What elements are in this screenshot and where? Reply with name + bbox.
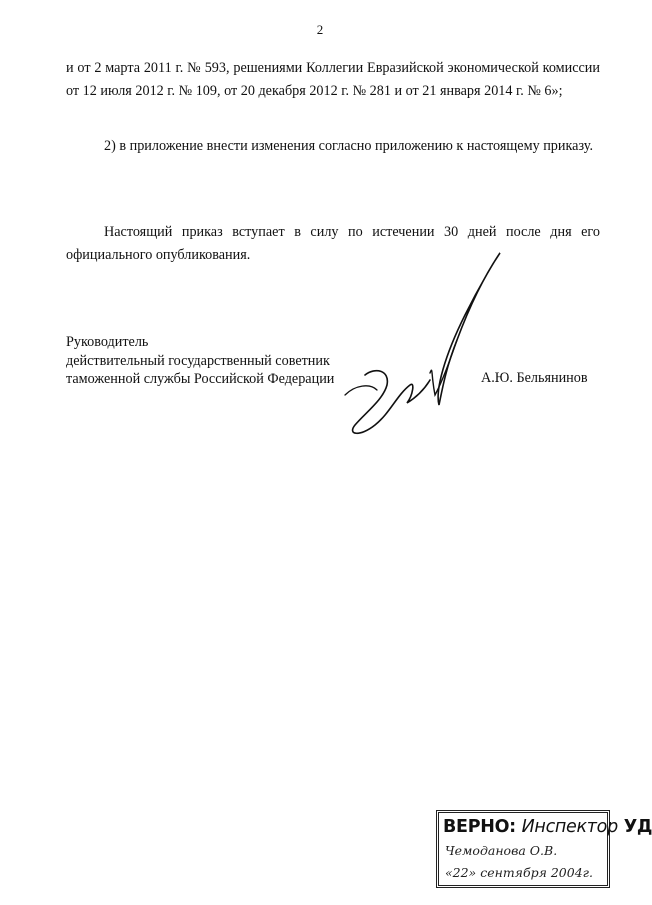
certification-stamp (436, 810, 652, 888)
stamp-verified: ВЕРНО: (443, 817, 516, 837)
stamp-header (443, 817, 652, 837)
paragraph-continuation: и от 2 марта 2011 г. № 593, решениями Коллегии Евразийской экономической комиссии от 12 июля 2012 г. № 109, от 20 декабря 2012 г. № 281 и от 21 января 2014 г. № 6»; (66, 60, 600, 99)
paragraph-effective-date: Настоящий приказ вступает в силу по истечении 30 дней после дня его официального опубликования. (66, 224, 600, 263)
stamp-date (445, 865, 593, 880)
stamp-date-day: «22» (445, 865, 477, 880)
stamp-role: Инспектор (521, 817, 618, 837)
stamp-unit: УД (623, 817, 652, 837)
paragraph-item-2: 2) в приложение внести изменения согласно приложению к настоящему приказу. (104, 138, 593, 154)
stamp-inspector-name: Чемоданова О.В. (445, 843, 558, 858)
signatory-title-line: таможенной службы Российской Федерации (66, 371, 335, 387)
stamp-date-month: сентября (480, 865, 547, 880)
signatory-name: А.Ю. Бельянинов (481, 370, 588, 386)
signatory-title-line: Руководитель (66, 334, 149, 350)
handwritten-signature (335, 245, 510, 445)
stamp-date-year: 2004г. (550, 865, 593, 880)
signatory-title-line: действительный государственный советник (66, 352, 330, 369)
page-number: 2 (316, 22, 324, 37)
signatory-title (66, 333, 366, 389)
